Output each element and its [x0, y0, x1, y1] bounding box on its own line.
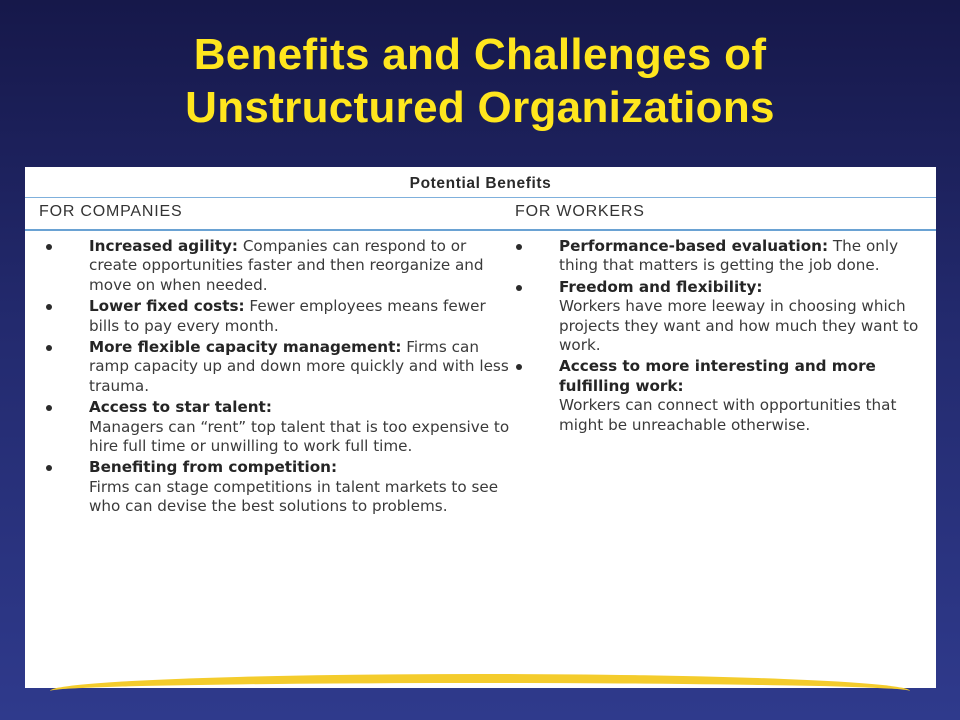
list-item: [37, 458, 512, 516]
benefit-term: Freedom and flexibility:: [559, 277, 763, 296]
slide-title: [0, 28, 960, 134]
column-header-divider: [25, 229, 936, 231]
benefit-text: Firms can stage competitions in talent markets to see who can devise the best solutions to problems.: [89, 477, 499, 516]
bullet-icon: [46, 405, 52, 411]
list-item: [507, 357, 922, 435]
benefit-term: Access to more interesting and more fulfilling work:: [559, 357, 876, 395]
table-heading: Potential Benefits: [409, 175, 552, 192]
bullet-icon: [46, 304, 52, 310]
list-item: [37, 338, 512, 396]
list-item: [37, 398, 512, 456]
list-item: [37, 237, 512, 295]
benefit-term: Benefiting from competition:: [89, 458, 338, 477]
benefit-text: Companies can respond to or create opportunities faster and then reorganize and move on when needed.: [89, 237, 484, 294]
benefit-term: More flexible capacity management:: [89, 338, 402, 357]
bullet-icon: [516, 285, 522, 291]
benefit-term: Increased agility:: [89, 237, 238, 255]
slide-title-line-2: Unstructured Organizations: [185, 83, 775, 132]
benefit-text: Managers can “rent” top talent that is too expensive to hire full time or unwilling to work full time.: [89, 417, 510, 456]
benefit-term: Lower fixed costs:: [89, 297, 245, 316]
companies-column: [37, 237, 512, 519]
benefit-text: Fewer employees means fewer bills to pay every month.: [89, 297, 486, 335]
bullet-icon: [516, 244, 522, 250]
decorative-swoosh: [50, 674, 910, 708]
benefit-text: Workers have more leeway in choosing which projects they want and how much they want to work.: [559, 297, 919, 355]
list-item: [37, 297, 512, 336]
benefit-text: Firms can ramp capacity up and down more quickly and with less trauma.: [89, 338, 509, 395]
benefit-text: Workers can connect with opportunities that might be unreachable otherwise.: [559, 396, 897, 434]
benefit-term: Access to star talent:: [89, 398, 272, 417]
column-header-workers: FOR WORKERS: [515, 203, 645, 220]
header-divider: [25, 197, 936, 198]
bullet-icon: [516, 364, 522, 370]
workers-column: [507, 237, 922, 437]
list-item: [507, 278, 922, 356]
benefit-term: Performance-based evaluation:: [559, 237, 829, 255]
list-item: [507, 237, 922, 276]
benefit-text: The only thing that matters is getting the job done.: [559, 237, 899, 275]
column-header-companies: FOR COMPANIES: [39, 203, 183, 220]
bullet-icon: [46, 345, 52, 351]
bullet-icon: [46, 465, 52, 471]
bullet-icon: [46, 244, 52, 250]
slide-title-line-1: Benefits and Challenges of: [193, 30, 767, 79]
benefits-table: [25, 167, 936, 688]
